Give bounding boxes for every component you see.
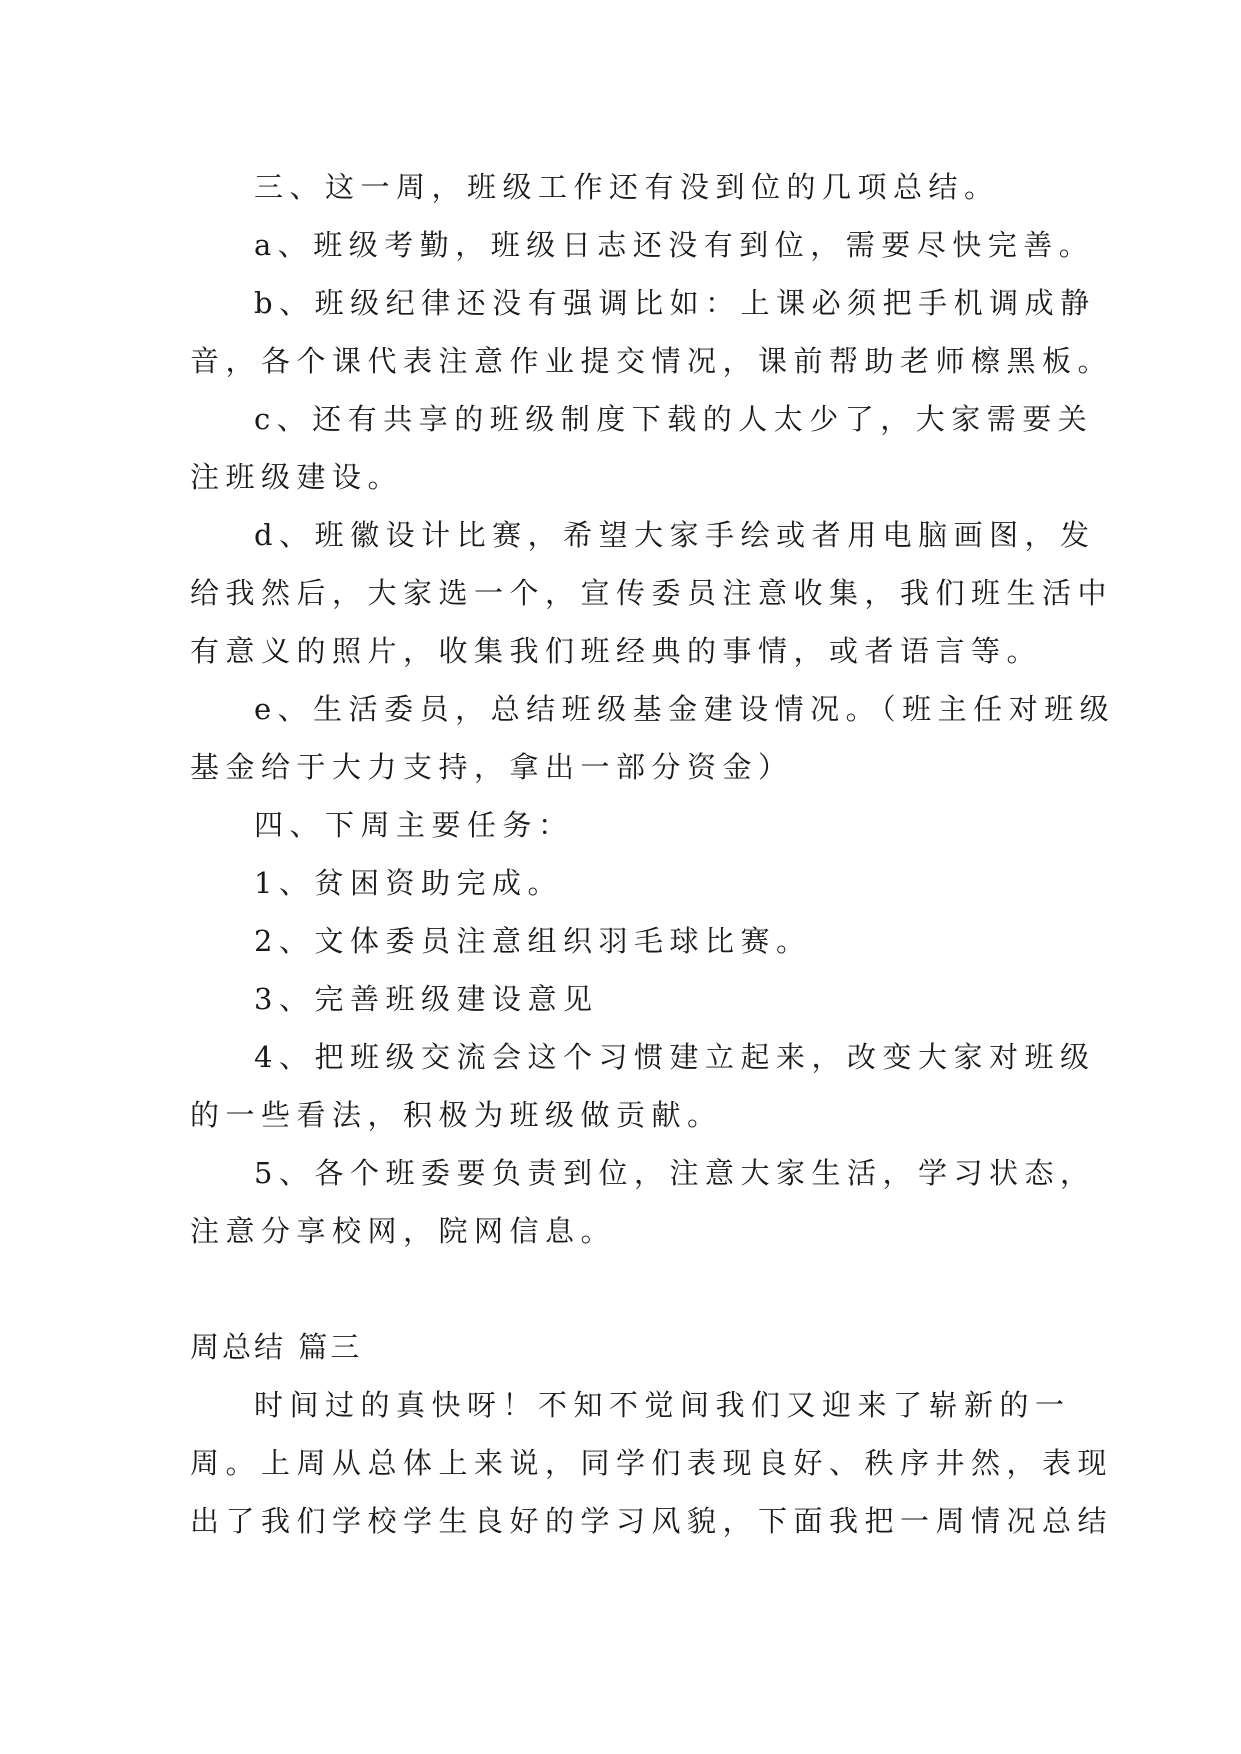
text-line: 3、完善班级建设意见 xyxy=(254,982,599,1016)
text-line: c、还有共享的班级制度下载的人太少了，大家需要关 xyxy=(254,402,1094,436)
text-line: 5、各个班委要负责到位，注意大家生活，学习状态， xyxy=(254,1156,1096,1190)
text-line: 4、把班级交流会这个习惯建立起来，改变大家对班级 xyxy=(254,1040,1096,1074)
text-line: a、班级考勤，班级日志还没有到位，需要尽快完善。 xyxy=(254,228,1095,262)
text-line: 注意分享校网，院网信息。 xyxy=(190,1214,617,1248)
main-text-block xyxy=(190,158,1116,1260)
text-line: b、班级纪律还没有强调比如：上课必须把手机调成静 xyxy=(254,286,1096,320)
text-line: 周。上周从总体上来说，同学们表现良好、秩序井然，表现 xyxy=(190,1446,1114,1480)
text-line: 的一些看法，积极为班级做贡献。 xyxy=(190,1098,723,1132)
text-line: d、班徽设计比赛，希望大家手绘或者用电脑画图，发 xyxy=(254,518,1096,552)
text-line: 2、文体委员注意组织羽毛球比赛。 xyxy=(254,924,812,958)
text-line: 音，各个课代表注意作业提交情况，课前帮助老师檫黑板。 xyxy=(190,344,1114,378)
text-line: e、生活委员，总结班级基金建设情况。（班主任对班级 xyxy=(254,692,1116,726)
section-title: 周总结 篇三 xyxy=(190,1330,363,1364)
text-line: 出了我们学校学生良好的学习风貌，下面我把一周情况总结 xyxy=(190,1504,1114,1538)
text-line: 注班级建设。 xyxy=(190,460,404,494)
text-line: 四、下周主要任务： xyxy=(254,808,574,842)
text-line: 时间过的真快呀！不知不觉间我们又迎来了崭新的一 xyxy=(254,1388,1071,1422)
text-line: 给我然后，大家选一个，宣传委员注意收集，我们班生活中 xyxy=(190,576,1114,610)
text-line: 有意义的照片，收集我们班经典的事情，或者语言等。 xyxy=(190,634,1043,668)
text-line: 三、这一周，班级工作还有没到位的几项总结。 xyxy=(254,170,1000,204)
document-body xyxy=(190,158,1116,1550)
text-line: 1、贫困资助完成。 xyxy=(254,866,563,900)
section-text-block xyxy=(190,1376,1114,1550)
text-line: 基金给于大力支持，拿出一部分资金） xyxy=(190,750,794,784)
